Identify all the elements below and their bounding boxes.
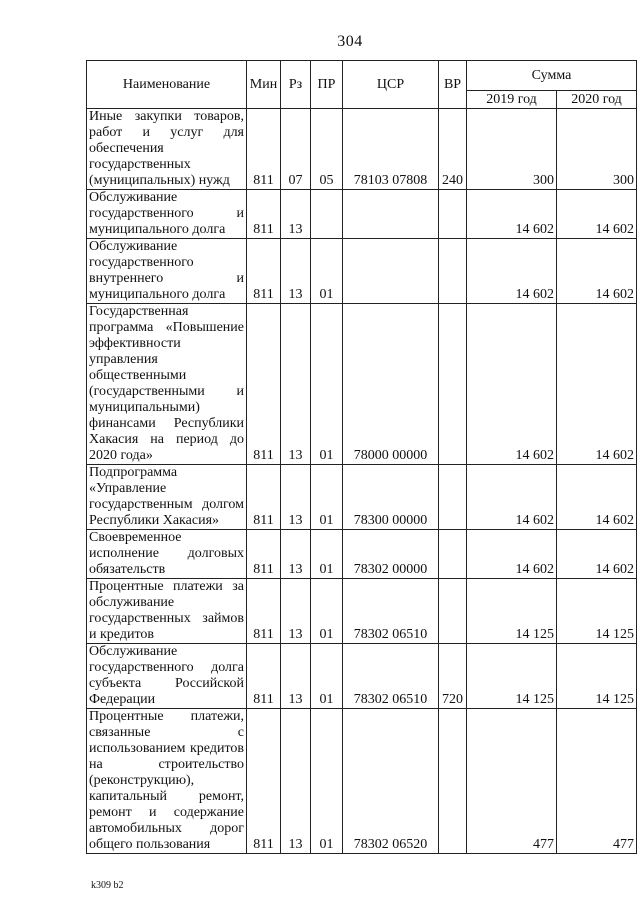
row-rz: 13 <box>281 579 311 644</box>
row-name: Обслуживание государственного долга субъекта Российской Федерации <box>87 644 247 709</box>
table-row <box>87 109 637 190</box>
row-pr: 01 <box>311 239 343 304</box>
page-number: 304 <box>337 33 363 50</box>
row-sum-2020: 14 602 <box>557 304 637 465</box>
row-min: 811 <box>247 579 281 644</box>
header-sum: Сумма <box>467 61 637 91</box>
row-sum-2019: 14 602 <box>467 190 557 239</box>
row-name: Иные закупки товаров, работ и услуг для обеспечения государственных (муниципальных) нужд <box>87 109 247 190</box>
row-min: 811 <box>247 304 281 465</box>
row-min: 811 <box>247 465 281 530</box>
row-sum-2019: 14 602 <box>467 465 557 530</box>
row-rz: 13 <box>281 239 311 304</box>
row-sum-2020: 14 602 <box>557 190 637 239</box>
row-name: Обслуживание государственного внутреннего и муниципального долга <box>87 239 247 304</box>
budget-table <box>86 60 637 854</box>
row-sum-2019: 14 602 <box>467 239 557 304</box>
row-rz: 13 <box>281 304 311 465</box>
row-sum-2020: 300 <box>557 109 637 190</box>
row-sum-2020: 14 602 <box>557 239 637 304</box>
row-sum-2019: 14 602 <box>467 304 557 465</box>
header-min: Мин <box>247 61 281 109</box>
row-sum-2019: 14 602 <box>467 530 557 579</box>
row-vr <box>439 465 467 530</box>
row-name: Своевременное исполнение долговых обязательств <box>87 530 247 579</box>
header-2020: 2020 год <box>557 91 637 109</box>
header-pr: ПР <box>311 61 343 109</box>
row-pr <box>311 190 343 239</box>
row-min: 811 <box>247 709 281 854</box>
row-csr: 78302 06510 <box>343 579 439 644</box>
table-row <box>87 239 637 304</box>
table-row <box>87 709 637 854</box>
row-csr: 78302 00000 <box>343 530 439 579</box>
row-vr: 240 <box>439 109 467 190</box>
row-csr <box>343 239 439 304</box>
row-name: Процентные платежи, связанные с использованием кредитов на строительство (реконструкцию), капитальный ремонт, ремонт и содержание автомобильных дорог общего пользования <box>87 709 247 854</box>
row-pr: 01 <box>311 530 343 579</box>
table-row <box>87 644 637 709</box>
row-vr <box>439 190 467 239</box>
row-rz: 13 <box>281 190 311 239</box>
table-row <box>87 530 637 579</box>
row-sum-2020: 477 <box>557 709 637 854</box>
row-pr: 01 <box>311 579 343 644</box>
row-vr <box>439 239 467 304</box>
table-row <box>87 579 637 644</box>
row-name: Подпрограмма «Управление государственным долгом Республики Хакасия» <box>87 465 247 530</box>
row-pr: 01 <box>311 709 343 854</box>
row-sum-2019: 477 <box>467 709 557 854</box>
row-rz: 13 <box>281 644 311 709</box>
row-pr: 01 <box>311 304 343 465</box>
row-sum-2019: 300 <box>467 109 557 190</box>
row-vr <box>439 709 467 854</box>
row-pr: 01 <box>311 644 343 709</box>
row-name: Обслуживание государственного и муниципального долга <box>87 190 247 239</box>
row-csr: 78302 06520 <box>343 709 439 854</box>
header-name: Наименование <box>87 61 247 109</box>
row-name: Государственная программа «Повышение эффективности управления общественными (государственными и муниципальными) финансами Республики Хакасия на период до 2020 года» <box>87 304 247 465</box>
row-rz: 13 <box>281 530 311 579</box>
row-rz: 13 <box>281 465 311 530</box>
row-csr: 78000 00000 <box>343 304 439 465</box>
row-min: 811 <box>247 530 281 579</box>
table-row <box>87 465 637 530</box>
row-min: 811 <box>247 109 281 190</box>
row-rz: 13 <box>281 709 311 854</box>
header-csr: ЦСР <box>343 61 439 109</box>
row-csr: 78302 06510 <box>343 644 439 709</box>
row-sum-2019: 14 125 <box>467 579 557 644</box>
row-pr: 01 <box>311 465 343 530</box>
row-sum-2019: 14 125 <box>467 644 557 709</box>
row-csr: 78300 00000 <box>343 465 439 530</box>
row-vr <box>439 304 467 465</box>
table-row <box>87 190 637 239</box>
header-vr: ВР <box>439 61 467 109</box>
row-vr <box>439 530 467 579</box>
row-vr <box>439 579 467 644</box>
row-csr <box>343 190 439 239</box>
row-pr: 05 <box>311 109 343 190</box>
header-2019: 2019 год <box>467 91 557 109</box>
row-sum-2020: 14 602 <box>557 530 637 579</box>
header-rz: Рз <box>281 61 311 109</box>
row-csr: 78103 07808 <box>343 109 439 190</box>
footer-code: k309 b2 <box>91 880 124 891</box>
table-row <box>87 304 637 465</box>
row-rz: 07 <box>281 109 311 190</box>
row-sum-2020: 14 602 <box>557 465 637 530</box>
row-vr: 720 <box>439 644 467 709</box>
row-min: 811 <box>247 190 281 239</box>
row-min: 811 <box>247 239 281 304</box>
row-min: 811 <box>247 644 281 709</box>
row-sum-2020: 14 125 <box>557 579 637 644</box>
row-name: Процентные платежи за обслуживание государственных займов и кредитов <box>87 579 247 644</box>
row-sum-2020: 14 125 <box>557 644 637 709</box>
